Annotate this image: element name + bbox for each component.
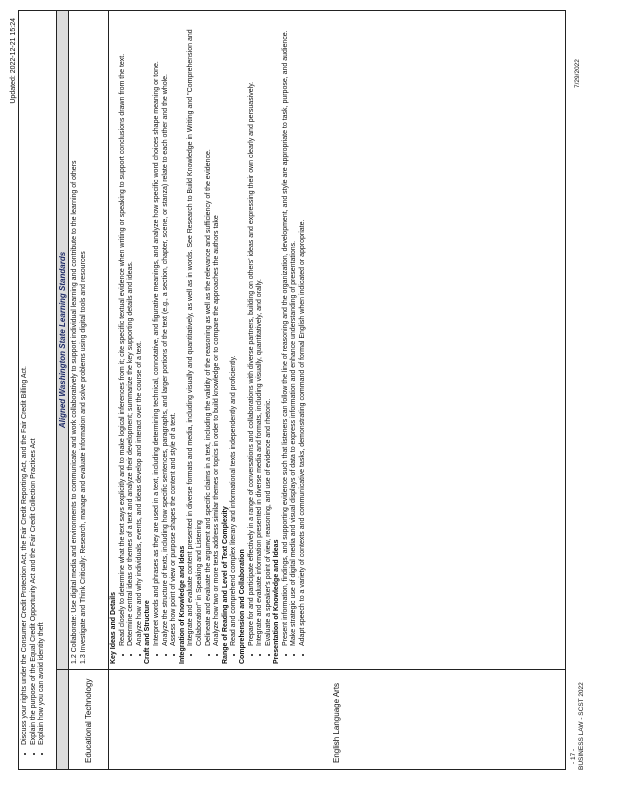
ela-standard-item: • Analyze the structure of texts, including how specific sentences, paragraphs, and larger portions of the text (e.g., a section, chapter, scene, or stanza) relate to each other and the whole.	[162, 16, 171, 646]
ela-standard-item: • Determine central ideas or themes of a text and analyze their development; summarize the key supporting details and ideas.	[127, 16, 136, 646]
standards-title-cell	[57, 11, 68, 669]
standards-title: Aligned Washington State Learning Standards	[58, 251, 67, 429]
standards-title-row	[57, 11, 69, 769]
ed-tech-label-cell	[69, 669, 108, 769]
ela-standard-item: • Read and comprehend complex literary and informational texts independently and proficiently.	[230, 16, 239, 646]
ela-standard-item: • Present information, findings, and supporting evidence such that listeners can follow the line of reasoning and the organization, development, and style are appropriate to task, purpose, and audience.	[282, 16, 291, 646]
course-name: BUSINESS LAW - SCST 2022	[578, 682, 585, 770]
objective-item: • Explain the purpose of the Equal Credit Opportunity Act and the Fair Credit Collection Practices Act	[30, 16, 39, 745]
ela-standard-item: • Prepare for and participate effectively in a range of conversations and collaborations with diverse partners, building on others' ideas and expressing their own clearly and persuasively.	[248, 16, 257, 646]
ela-list-key-ideas	[119, 16, 145, 664]
page-footer-date: 7/29/2022	[574, 59, 581, 88]
ela-standard-item: • Read closely to determine what the text says explicitly and to make logical inferences from it; cite specific textual evidence when writing or speaking to support conclusions drawn from the text.	[119, 16, 128, 646]
standards-table	[18, 10, 566, 770]
objectives-row	[19, 11, 57, 769]
ela-heading-integration: Integration of Knowledge and Ideas	[178, 545, 186, 664]
ela-row	[109, 11, 565, 769]
ela-heading-presentation: Presentation of Knowledge and Ideas	[273, 539, 281, 664]
ela-heading-range-reading: Range of Reading and Level of Text Complexity	[221, 506, 229, 664]
ed-tech-standard-1: 1.2 Collaborate: Use digital media and environments to communicate and work collaboratively to support individual learning and contribute to the learning of others	[71, 160, 78, 664]
ela-list-comprehension	[248, 16, 274, 664]
ela-list-craft-structure	[153, 16, 179, 664]
ela-standard-item: • Analyze how two or more texts address similar themes or topics in order to build knowledge or to compare the approaches the authors take	[213, 16, 222, 646]
ela-standard-item: • Integrate and evaluate information presented in diverse media and formats, including visually, quantitatively, and orally.	[256, 16, 265, 646]
objectives-list	[21, 16, 47, 763]
standards-title-left-cell	[57, 669, 68, 769]
ela-standard-item: • Evaluate a speaker's point of view, reasoning, and use of evidence and rhetoric.	[265, 16, 274, 646]
ela-standard-item: • Analyze how and why individuals, events, and ideas develop and interact over the course of a text.	[136, 16, 145, 646]
objective-item: • Discuss your rights under the Consumer Credit Protection Act, the Fair Credit Reporting Act, and the Fair Credit Billing Act.	[21, 16, 30, 745]
ela-heading-craft-structure: Craft and Structure	[144, 600, 152, 664]
ela-heading-key-ideas: Key Ideas and Details	[110, 592, 117, 664]
page-number: - 17 -	[570, 748, 577, 764]
ela-standard-item: • Delineate and evaluate the argument and specific claims in a text, including the validity of the reasoning as well as the relevance and sufficiency of the evidence.	[205, 16, 214, 646]
objectives-cell	[19, 11, 56, 769]
ela-standard-item: • Make strategic use of digital media and visual displays of data to express information and enhance understanding of presentations.	[290, 16, 299, 646]
ed-tech-standard-2: 1.3 Investigate and Think Critically: Research, manage and evaluate information and solve problems using digital tools and resources	[79, 251, 87, 664]
page-footer-left	[570, 682, 586, 770]
ela-content	[109, 11, 565, 669]
ela-standard-item: • Adapt speech to a variety of contexts and communicative tasks, demonstrating command of formal English when indicated or appropriate.	[299, 16, 308, 646]
ela-label: English Language Arts	[332, 682, 341, 763]
ela-list-range-reading	[230, 16, 239, 664]
ed-tech-label: Educational Technology	[83, 678, 93, 763]
ela-list-presentation	[282, 16, 308, 664]
ela-standard-item: • Integrate and evaluate content presented in diverse formats and media, including visually and quantitatively, as well as in words. See Research to Build Knowledge in Writing and "Comprehension and Collaboration" in Speaking and Listening	[187, 16, 204, 646]
objective-item: • Explain how you can avoid identity theft	[38, 16, 47, 745]
ela-standard-item: • Assess how point of view or purpose shapes the content and style of a text.	[170, 16, 179, 646]
ed-tech-row	[69, 11, 109, 769]
ed-tech-content	[69, 11, 108, 669]
ela-label-cell	[109, 669, 565, 769]
ela-standard-item: • Interpret words and phrases as they are used in a text, including determining technical, connotative, and figurative meanings, and analyze how specific word choices shape meaning or tone.	[153, 16, 162, 646]
ela-heading-comprehension: Comprehension and Collaboration	[238, 549, 246, 664]
updated-timestamp: Updated: 2022-12-21 15:24	[10, 18, 17, 104]
ela-list-integration	[187, 16, 221, 664]
